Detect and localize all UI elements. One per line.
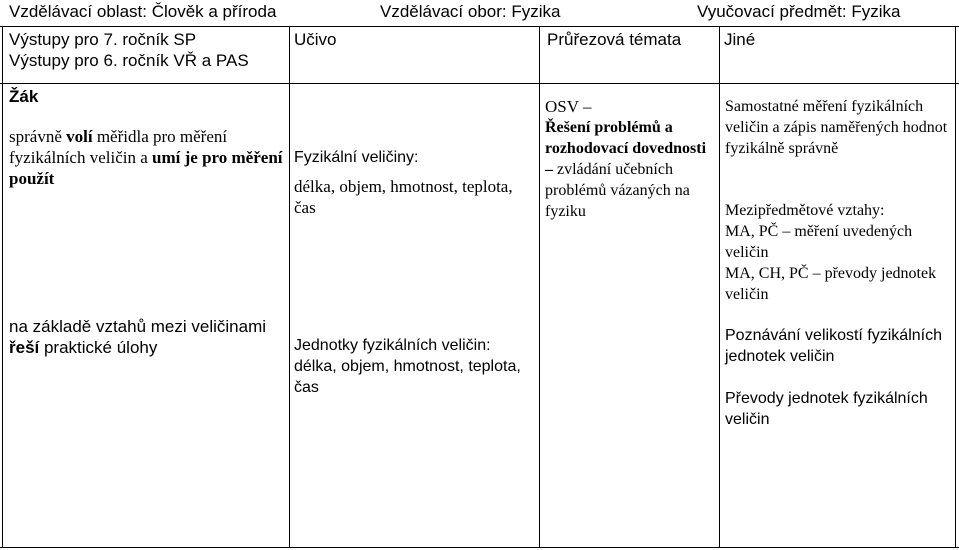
ucivo-header: Učivo [294,30,337,49]
row1-jine-1: Samostatné měření fyzikálních veličin a zápis naměřených hodnot fyzikálně správně [725,98,948,157]
jine-header: Jiné [724,30,756,49]
table-col-sep-1 [289,26,290,548]
table-rule-bottom [0,547,959,548]
table-rule-top [0,26,959,27]
row1-vystup [9,126,284,189]
row2-vystup-text-b: praktické úlohy [39,338,158,357]
table-rule-header [0,83,959,84]
table-border-left [2,26,3,548]
row1-ucivo-text: délka, objem, hmotnost, teplota, čas [294,177,513,217]
row1-vystup-text-a: správně [9,127,67,146]
row2-vystup-bold: řeší [9,338,40,357]
row1-jine-2b: MA, PČ – měření uvedených veličin [725,223,913,261]
row2-vystup-text-a: na základě vztahů mezi veličinami [9,317,267,336]
row2-ucivo-text: Jednotky fyzikálních veličin: délka, objem, hmotnost, teplota, čas [294,337,521,396]
row1-tema [545,117,713,222]
row1-vystup-text-b: měřidla pro měření fyzikálních veličin a [9,127,228,167]
row1-ucivo-title: Fyzikální veličiny: [294,149,419,166]
zak-label: Žák [9,87,39,106]
table-border-right [955,26,956,548]
predmet-label: Vyučovací předmět: Fyzika [697,2,901,21]
row1-vystup-bold-b: umí je pro měření použít [9,148,283,188]
row2-jine-2: Převody jednotek fyzikálních veličin [725,390,928,428]
row2-vystup [9,316,284,358]
table-col-sep-3 [719,26,720,548]
row2-jine-1: Poznávání velikostí fyzikálních jednotek veličin [725,327,942,365]
row1-tema-rest: zvládání učebních problémů vázaných na fyziku [545,161,690,220]
row1-tema-bold: Řešení problémů a rozhodovací dovednosti – [545,119,707,178]
row1-jine-2a: Mezipředmětové vztahy: [725,202,885,219]
row1-jine-2c: MA, CH, PČ – převody jednotek veličin [725,265,937,303]
obor-label: Vzdělávací obor: Fyzika [380,2,561,21]
vystupy-vr-label: Výstupy pro 6. ročník VŘ a PAS [9,51,249,70]
vystupy-sp-label: Výstupy pro 7. ročník SP [9,30,197,49]
row1-vystup-bold-a: volí [66,127,93,146]
table-col-sep-2 [539,26,540,548]
temata-header: Průřezová témata [547,30,682,49]
row1-tema-line1: OSV – [545,97,592,116]
oblast-label: Vzdělávací oblast: Člověk a příroda [9,2,277,21]
